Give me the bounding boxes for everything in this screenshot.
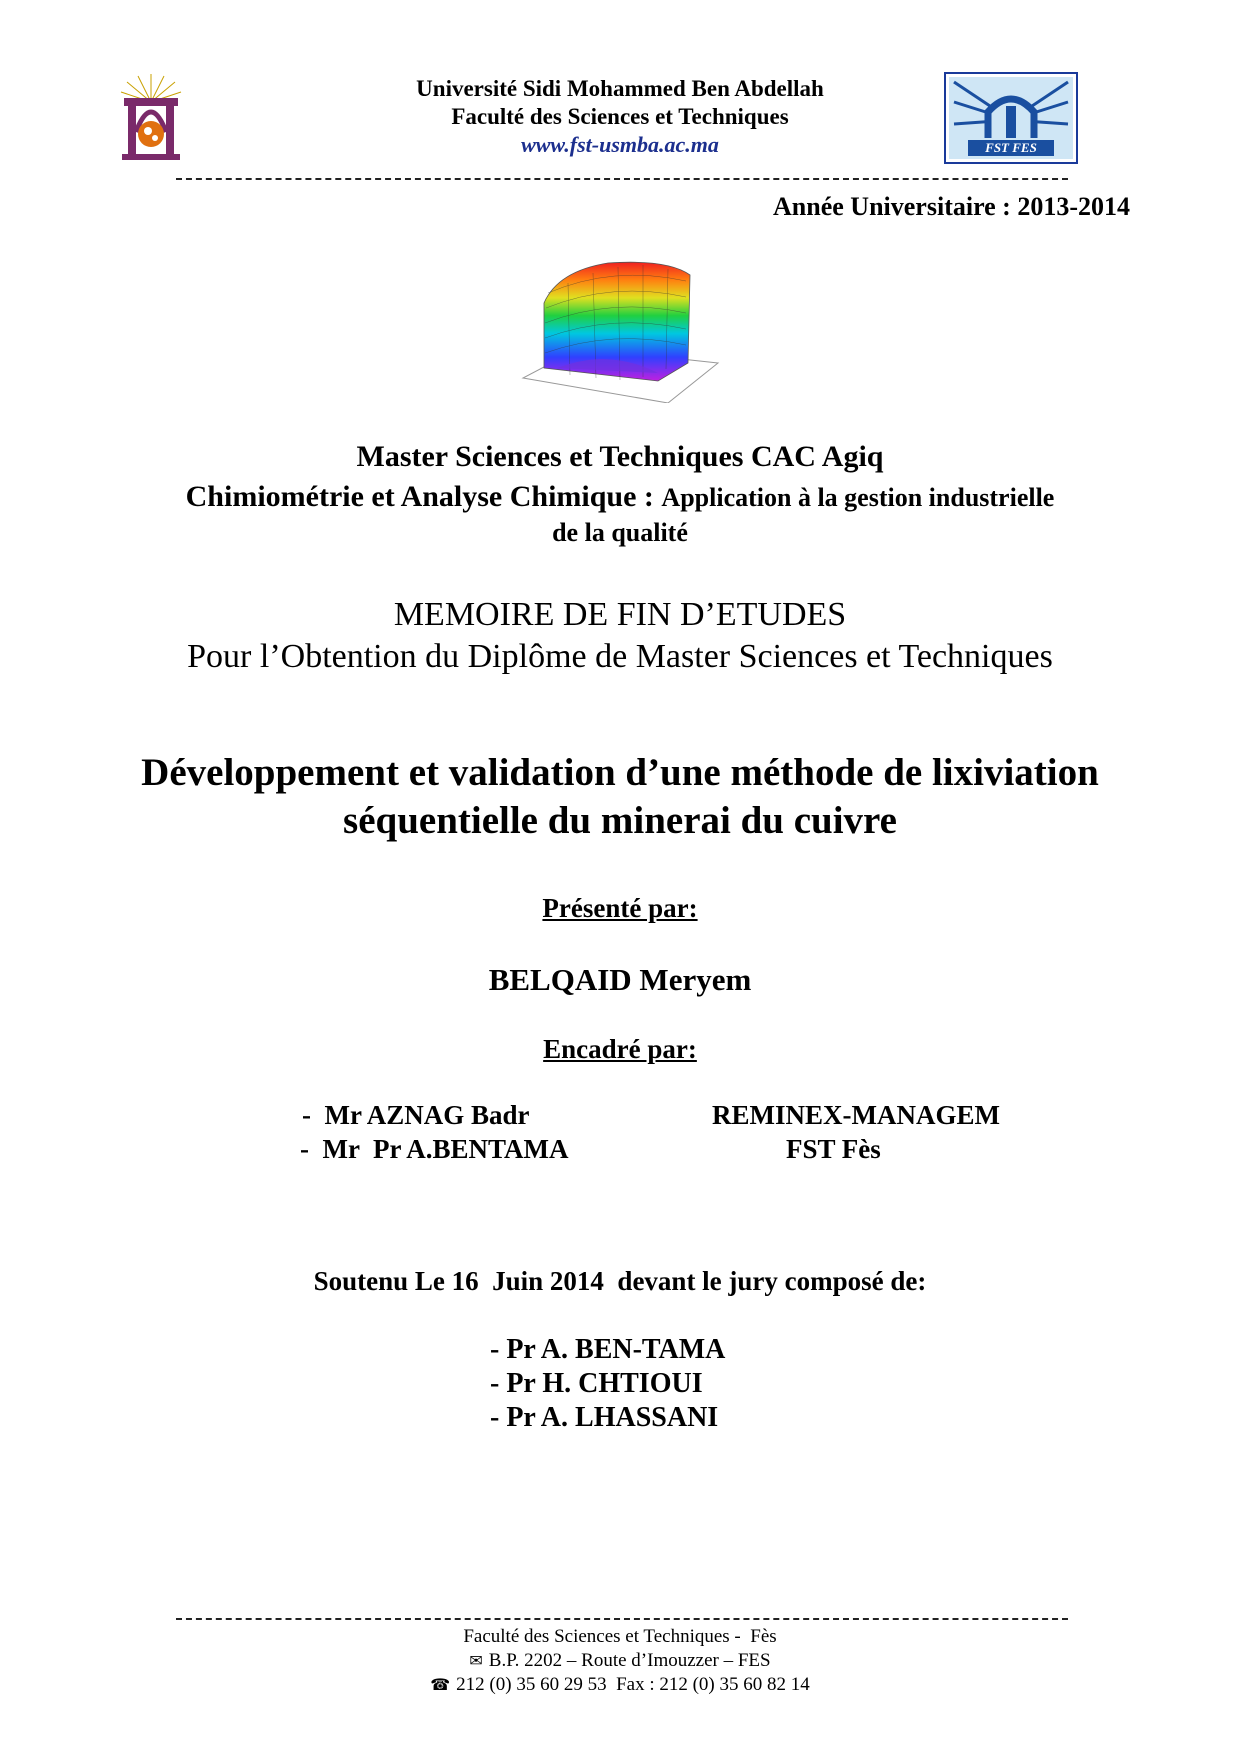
memoire-subtitle: Pour l’Obtention du Diplôme de Master Sciences et Techniques (187, 638, 1053, 675)
faculty-name: Faculté des Sciences et Techniques (451, 104, 789, 129)
defense-statement: Soutenu Le 16 Juin 2014 devant le jury composé de: (313, 1266, 927, 1296)
master-program-subtitle (0, 480, 1240, 514)
footer-contact (0, 1674, 1240, 1696)
memoire-title: MEMOIRE DE FIN D’ETUDES (393, 596, 847, 633)
jury-member: - Pr A. LHASSANI (490, 1402, 719, 1433)
supervised-by-label (0, 1034, 1240, 1065)
mailbox-icon: ✉ (469, 1651, 483, 1670)
footer-contact-text: 212 (0) 35 60 29 53 Fax : 212 (0) 35 60 82 14 (456, 1674, 810, 1695)
supervisor-organization: FST Fès (786, 1134, 881, 1164)
presented-by-label-text: Présenté par: (542, 893, 698, 923)
telephone-icon: ☎ (430, 1675, 451, 1694)
university-name: Université Sidi Mohammed Ben Abdellah (416, 76, 824, 101)
footer-address-text: B.P. 2202 – Route d’Imouzzer – FES (488, 1650, 771, 1671)
supervised-by-label-text: Encadré par: (543, 1034, 697, 1064)
master-program-title: Master Sciences et Techniques CAC Agiq (356, 440, 884, 473)
footer-faculty: Faculté des Sciences et Techniques - Fès (463, 1626, 777, 1647)
website-link[interactable]: www.fst-usmba.ac.ma (521, 132, 719, 157)
thesis-title-line2: séquentielle du minerai du cuivre (343, 799, 897, 842)
header-divider (176, 178, 1068, 181)
presented-by-label (0, 893, 1240, 924)
jury-member: - Pr H. CHTIOUI (490, 1368, 703, 1399)
author-name: BELQAID Meryem (488, 962, 752, 997)
master-subtitle-main: Chimiométrie et Analyse Chimique : (185, 480, 662, 513)
footer-address (0, 1650, 1240, 1672)
thesis-title-line1: Développement et validation d’une méthode de lixiviation (141, 751, 1099, 794)
footer-divider (176, 1618, 1068, 1621)
supervisor-name: - Mr AZNAG Badr (302, 1100, 530, 1130)
fst-fes-logo (944, 72, 1078, 164)
master-subtitle-rest: Application à la gestion industrielle (661, 483, 1055, 512)
academic-year: Année Universitaire : 2013-2014 (773, 192, 1130, 221)
supervisor-organization: REMINEX-MANAGEM (712, 1100, 1000, 1130)
supervisor-name: - Mr Pr A.BENTAMA (300, 1134, 569, 1164)
master-subtitle-line2: de la qualité (552, 518, 688, 547)
jury-member: - Pr A. BEN-TAMA (490, 1334, 726, 1365)
university-emblem-logo (118, 72, 184, 164)
cover-surface-plot-image (518, 253, 724, 403)
fst-fes-logo-text: FST FES (985, 140, 1037, 155)
